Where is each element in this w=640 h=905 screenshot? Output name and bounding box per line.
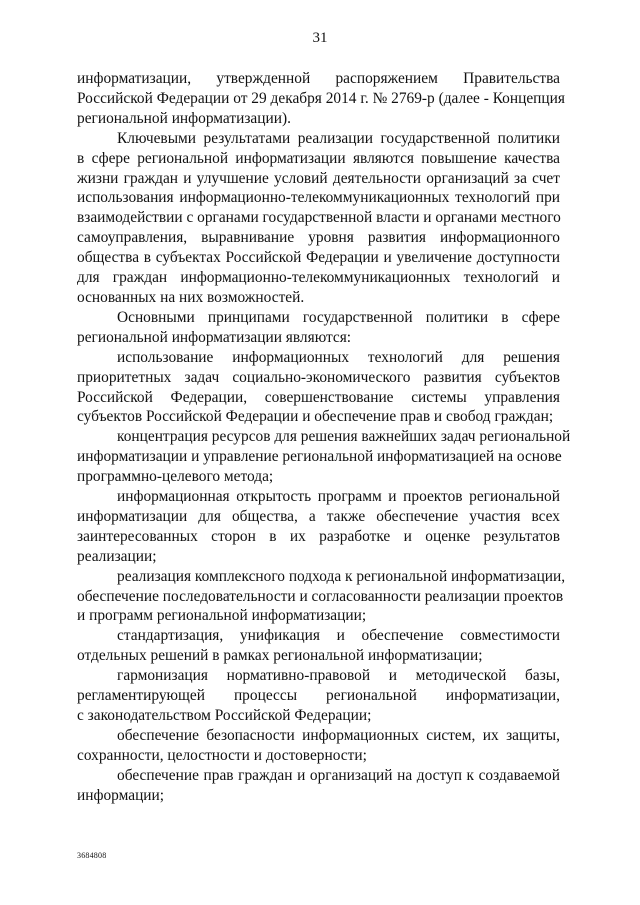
text-line: обеспечение прав граждан и организаций на доступ к создаваемой — [117, 766, 560, 784]
text-line: информации; — [77, 786, 165, 804]
text-line: регламентирующей процессы региональной информатизации, — [77, 687, 560, 705]
text-line: Российской Федерации от 29 декабря 2014 г. № 2769-р (далее - Концепция — [77, 89, 565, 107]
text-line: стандартизация, унификация и обеспечение совместимости — [117, 627, 560, 645]
text-line: в сфере региональной информатизации являются повышение качества — [77, 149, 560, 167]
principle-item — [77, 567, 566, 627]
principle-item — [77, 427, 571, 487]
text-line: сохранности, целостности и достоверности; — [77, 746, 367, 764]
text-line: программно-целевого метода; — [77, 468, 274, 486]
text-line: Российской Федерации, совершенствование системы управления — [77, 388, 560, 406]
text-line: информационная открытость программ и проектов региональной — [117, 488, 560, 506]
text-line: заинтересованных сторон в их разработке и оценке результатов — [77, 527, 560, 545]
text-line: субъектов Российской Федерации и обеспечение прав и свобод граждан; — [77, 408, 554, 426]
paragraph-key-results — [77, 129, 560, 308]
text-line: взаимодействии с органами государственной власти и органами местного — [77, 209, 561, 227]
text-line: жизни граждан и улучшение условий деятельности организаций за счет — [77, 169, 560, 187]
text-line: с законодательством Российской Федерации; — [77, 707, 372, 724]
text-line: концентрация ресурсов для решения важнейших задач региональной — [117, 428, 571, 446]
text-line: основанных на них возможностей. — [77, 288, 305, 306]
principle-item — [77, 726, 560, 766]
text-line: обеспечение последовательности и согласованности реализации проектов — [77, 587, 564, 605]
text-line: реализации; — [77, 547, 157, 565]
text-line: обеспечение безопасности информационных систем, их защиты, — [117, 726, 560, 744]
text-line: использования информационно-телекоммуникационных технологий при — [77, 189, 560, 207]
page-number: 31 — [312, 30, 328, 46]
text-line: для граждан информационно-телекоммуникационных технологий и — [77, 269, 560, 287]
paragraph-concept-reference — [77, 69, 565, 129]
text-line: отдельных решений в рамках региональной информатизации; — [77, 647, 483, 665]
principle-item — [77, 348, 560, 428]
principle-item — [77, 487, 560, 567]
document-code: 3684808 — [77, 851, 107, 860]
text-line: общества в субъектах Российской Федерации и увеличение доступности — [77, 249, 560, 267]
text-line: региональной информатизации являются: — [77, 328, 352, 346]
text-line: Ключевыми результатами реализации государственной политики — [117, 129, 560, 147]
text-line: информатизации, утвержденной распоряжением Правительства — [77, 70, 560, 87]
text-line: Основными принципами государственной политики в сфере — [117, 308, 560, 326]
text-line: информатизации для общества, а также обеспечение участия всех — [77, 507, 560, 525]
text-line: информатизации и управление региональной информатизацией на основе — [77, 448, 562, 466]
principle-item — [77, 766, 560, 806]
text-line: и программ региональной информатизации; — [77, 607, 367, 625]
text-line: гармонизация нормативно-правовой и методической базы, — [117, 667, 560, 685]
text-line: региональной информатизации). — [77, 109, 291, 127]
principle-item — [77, 666, 560, 726]
document-body — [77, 69, 571, 806]
text-line: приоритетных задач социально-экономического развития субъектов — [77, 368, 560, 386]
paragraph-principles-intro — [77, 308, 560, 348]
text-line: самоуправления, выравнивание уровня развития информационного — [77, 229, 560, 247]
text-line: реализация комплексного подхода к региональной информатизации, — [117, 567, 566, 585]
text-line: использование информационных технологий для решения — [117, 348, 560, 366]
principle-item — [77, 626, 560, 666]
